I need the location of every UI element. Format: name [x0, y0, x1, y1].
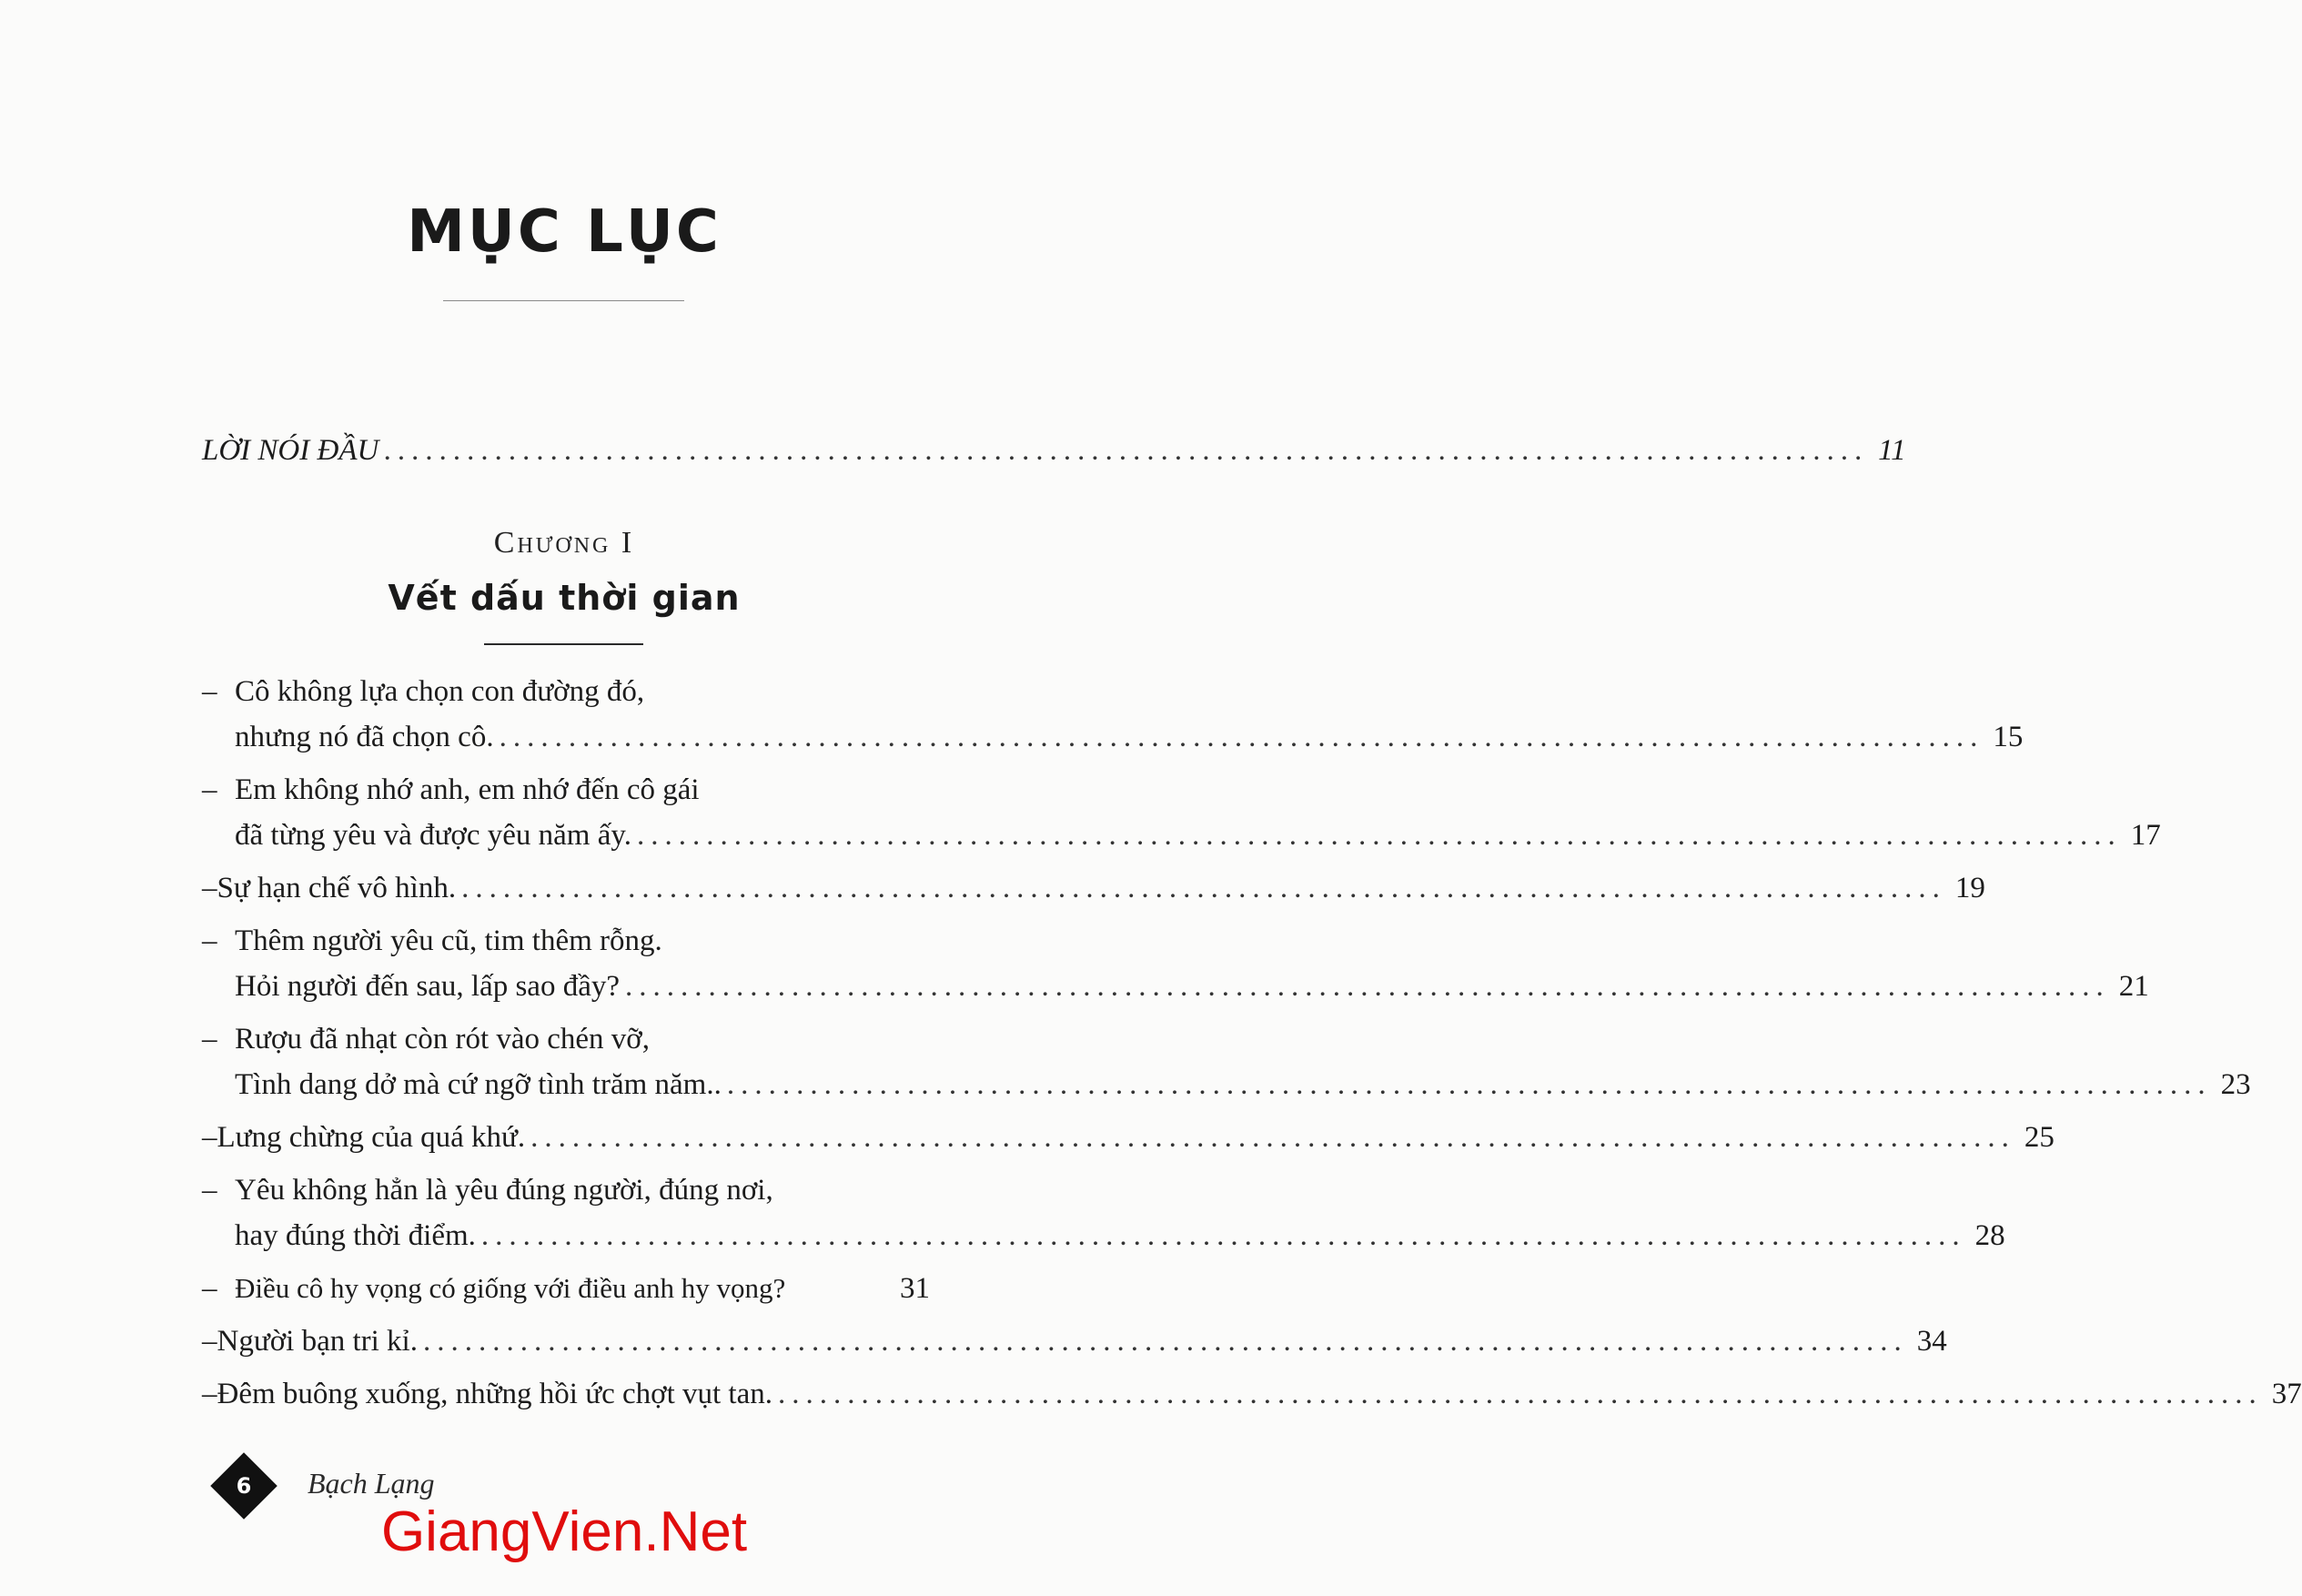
dot-leader: ...........................................................................................................	[636, 819, 2122, 852]
toc-page-number: 15	[1993, 721, 2024, 753]
toc-entry-line: đã từng yêu và được yêu năm ấy.	[235, 819, 631, 852]
dash-mark: –	[202, 924, 217, 957]
dot-leader: ...........................................................................................................	[530, 1121, 2015, 1154]
toc-entry-line: Cô không lựa chọn con đường đó,	[235, 675, 645, 708]
toc-entry	[202, 1115, 2055, 1160]
toc-page-number: 34	[1916, 1325, 1947, 1358]
toc-entry-line: Em không nhớ anh, em nhớ đến cô gái	[235, 773, 700, 806]
dash-mark: –	[202, 1272, 217, 1305]
toc-entry	[202, 767, 2161, 858]
toc-page-number: 17	[2130, 819, 2161, 852]
toc-page-number: 25	[2024, 1121, 2055, 1154]
toc-page-number: 11	[1878, 434, 1906, 467]
toc-page-number: 31	[900, 1272, 930, 1305]
dot-leader: ...........................................................................................................	[625, 970, 2110, 1003]
toc-entry-line: Người bạn tri kỉ.	[217, 1325, 418, 1358]
toc-entry	[202, 1371, 2302, 1417]
toc-entry	[202, 1167, 2005, 1258]
chapter-title: Vết dấu thời gian	[388, 578, 741, 618]
toc-entry-label: LỜI NÓI ĐẦU	[202, 434, 379, 467]
toc-page-number: 28	[1974, 1219, 2005, 1252]
title-divider	[443, 300, 684, 301]
toc-entry-line: Hỏi người đến sau, lấp sao đầy?	[235, 970, 620, 1003]
toc-page-number: 37	[2271, 1378, 2302, 1410]
watermark: GiangVien.Net	[380, 1500, 748, 1563]
dot-leader: ...........................................................................................................	[726, 1068, 2212, 1101]
toc-page-number: 19	[1954, 872, 1985, 904]
dash-mark: –	[202, 1023, 217, 1056]
chapter-divider	[484, 643, 643, 645]
toc-entry	[202, 918, 2149, 1009]
dot-leader: ...........................................................................................................	[422, 1325, 1908, 1358]
page-title: MỤC LỤC	[407, 198, 722, 266]
toc-page-number: 21	[2118, 970, 2149, 1003]
toc-entry	[202, 865, 1985, 911]
dash-mark: –	[202, 1378, 217, 1410]
toc-entry	[202, 1266, 930, 1311]
dot-leader: ...........................................................................................................	[499, 721, 1984, 753]
toc-entry-line: Rượu đã nhạt còn rót vào chén vỡ,	[235, 1023, 651, 1056]
chapter-label: Chương I	[493, 526, 635, 560]
page-number: 6	[236, 1473, 252, 1499]
dot-leader: ...........................................................................................................	[461, 872, 1946, 904]
dash-mark: –	[202, 773, 217, 806]
dash-mark: –	[202, 872, 217, 904]
dash-mark: –	[202, 1174, 217, 1207]
toc-entry	[202, 1318, 1947, 1364]
dash-mark: –	[202, 675, 217, 708]
dot-leader: ...........................................................................................................	[480, 1219, 1966, 1252]
toc-entry-line: Điều cô hy vọng có giống với điều anh hy vọng?	[235, 1272, 786, 1304]
toc-entry-line: Thêm người yêu cũ, tim thêm rỗng.	[235, 924, 662, 957]
dash-mark: –	[202, 1325, 217, 1358]
toc-entry-line: Sự hạn chế vô hình.	[217, 872, 457, 904]
toc-entry-line: hay đúng thời điểm.	[235, 1219, 476, 1252]
toc-entry-line: nhưng nó đã chọn cô.	[235, 721, 494, 753]
toc-entry-line: Lưng chừng của quá khứ.	[217, 1121, 526, 1154]
toc-entry-preface	[202, 428, 1906, 473]
toc-entry-line: Yêu không hẳn là yêu đúng người, đúng nơi,	[235, 1174, 773, 1207]
dot-leader: ...........................................................................................................	[777, 1378, 2263, 1410]
toc-entry-line: Tình dang dở mà cứ ngỡ tình trăm năm..	[235, 1068, 722, 1101]
author-name: Bạch Lạng	[308, 1467, 435, 1500]
toc-entry	[202, 669, 2024, 760]
toc-entry	[202, 1016, 2251, 1107]
dash-mark: –	[202, 1121, 217, 1154]
toc-page-number: 23	[2220, 1068, 2251, 1101]
toc-entry-line: Đêm buông xuống, những hồi ức chợt vụt tan.	[217, 1378, 772, 1410]
dot-leader: ...........................................................................................................	[384, 434, 1870, 467]
